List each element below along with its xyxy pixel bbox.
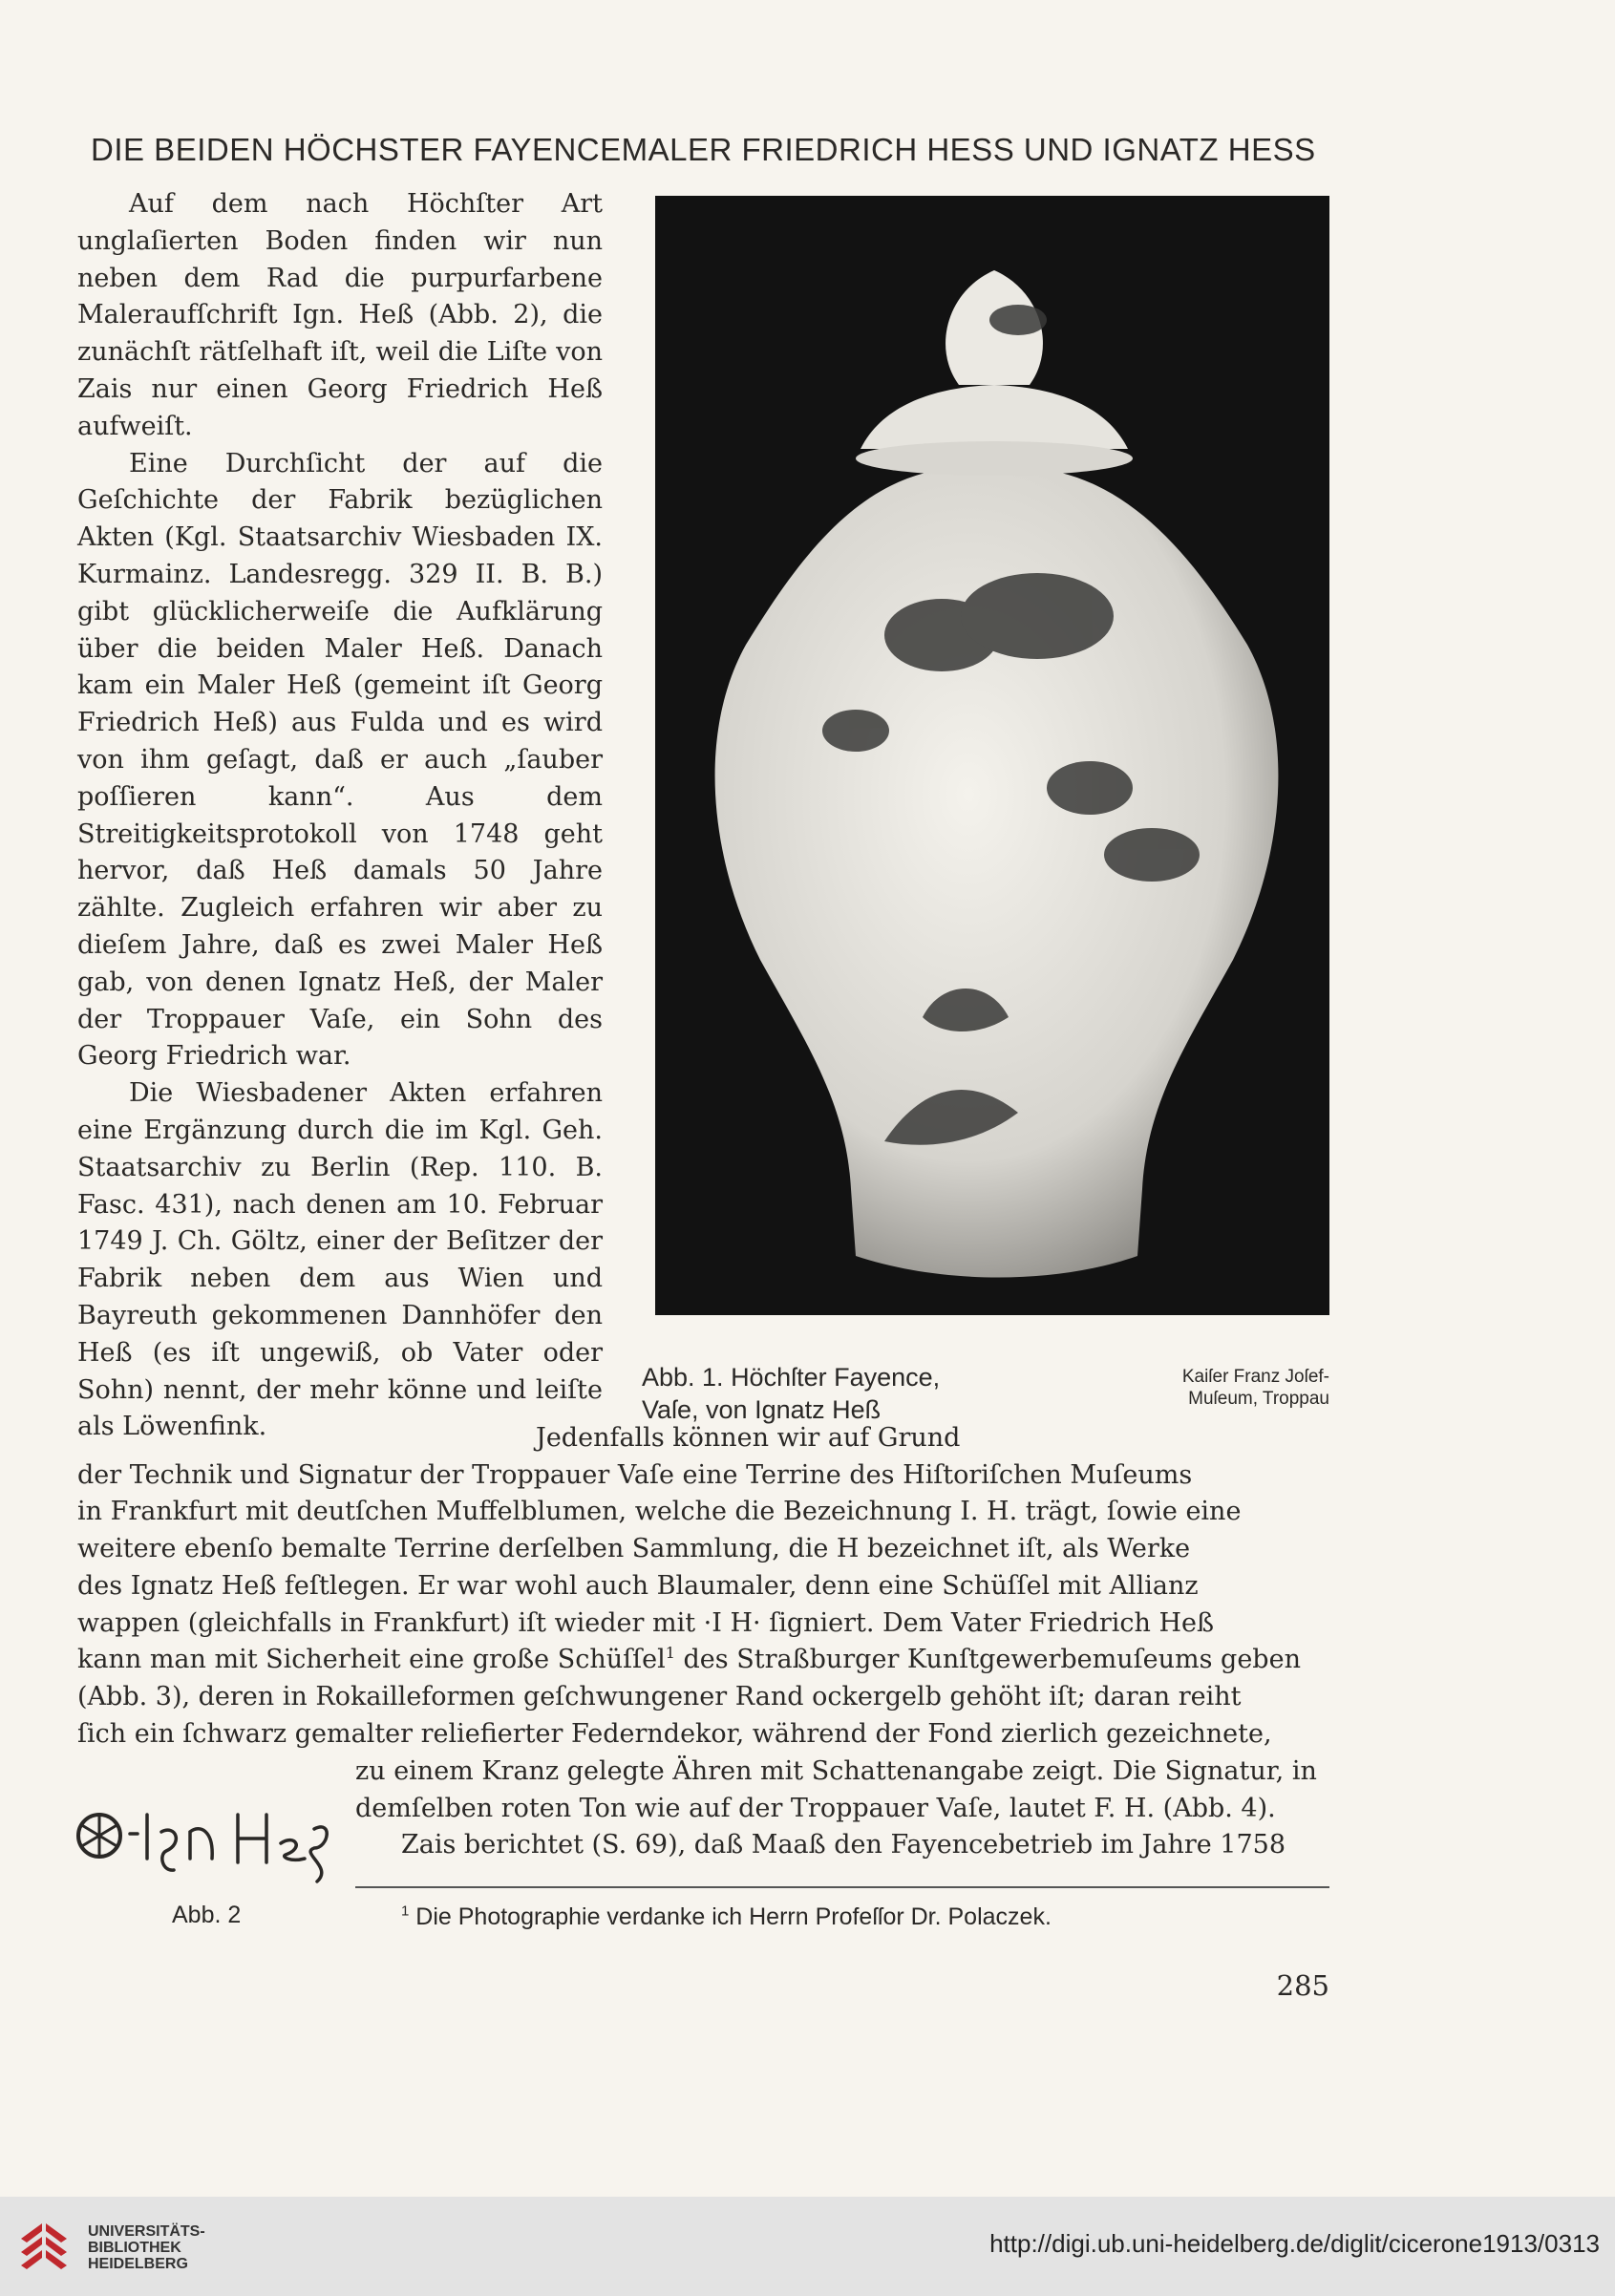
text-line: demſelben roten Ton wie auf der Troppauer Vaſe, lautet F. H. (Abb. 4). <box>355 1793 1276 1823</box>
library-name-line: BIBLIOTHEK <box>88 2240 181 2256</box>
paragraph-3: Die Wiesbadener Akten erfahren eine Ergänzung durch die im Kgl. Geh. Staatsarchiv zu Berlin (Rep. 110. B. Fasc. 431), nach denen am 10. Februar 1749 J. Ch. Göltz, einer der Beſitzer der Fabrik neben dem aus Wien und Bayreuth gekommenen Dannhöfer den Heß (es iſt ungewiß, ob Vater oder Sohn) nennt, der mehr könne und leiſte als Löwenfink. <box>77 1078 603 1442</box>
footnote <box>401 1903 1329 1931</box>
caption-line-2: Vaſe, von Ignatz Heß <box>642 1395 882 1424</box>
text-line: wappen (gleichfalls in Frankfurt) iſt wieder mit ·I H· ſigniert. Dem Vater Friedrich Heß <box>77 1607 1215 1638</box>
footnote-rule <box>355 1886 1329 1888</box>
vase-illustration <box>655 196 1329 1315</box>
footnote-ref: 1 <box>665 1644 675 1663</box>
vase-photograph <box>655 196 1329 1315</box>
text-line: ſich ein ſchwarz gemalter reliefierter Federndekor, während der Fond zierlich gezeichnete, <box>77 1718 1272 1749</box>
text-line: (Abb. 3), deren in Rokailleformen geſchwungener Rand ockergelb gehöht iſt; daran reiht <box>77 1681 1242 1711</box>
caption-line-1: Abb. 1. Höchſter Fayence, <box>642 1363 941 1392</box>
text-line-with-footnote <box>77 1642 1329 1679</box>
library-name <box>88 2223 205 2272</box>
text-beside-signature <box>355 1754 1329 1864</box>
footnote-marker: 1 <box>401 1903 410 1920</box>
text-line: in Frankfurt mit deutſchen Muffelblumen, welche die Bezeichnung I. H. trägt, ſowie eine <box>77 1497 1242 1527</box>
paragraph-1: Auf dem nach Höchſter Art unglaſierten Boden finden wir nun neben dem Rad die purpurfarbene Maleraufſchrift Ign. Heß (Abb. 2), die zunächſt rätſelhaft iſt, weil die Liſte von Zais nur einen Georg Friedrich Heß aufweiſt. <box>77 189 603 441</box>
figure-caption <box>642 1361 1062 1426</box>
digitization-footer <box>0 2197 1615 2296</box>
signature-caption: Abb. 2 <box>172 1902 242 1928</box>
left-column-text <box>77 186 603 1446</box>
credit-line-2: Muſeum, Troppau <box>1188 1389 1329 1409</box>
figure-credit <box>1062 1366 1329 1410</box>
text-fragment: des Straßburger Kunſtgewerbemuſeums geben <box>683 1645 1301 1675</box>
library-name-line: HEIDELBERG <box>88 2256 188 2272</box>
source-url-link[interactable]: http://digi.ub.uni-heidelberg.de/diglit/cicerone1913/0313 <box>989 2229 1600 2258</box>
handwritten-signature <box>71 1796 348 1891</box>
paragraph-2: Eine Durchſicht der auf die Geſchichte der Fabrik bezüglichen Akten (Kgl. Staatsarchiv Wiesbaden IX. Kurmainz. Landesregg. 329 II. B. B.) gibt glücklicherweiſe die Aufklärung über die beiden Maler Heß. Danach kam ein Maler Heß (gemeint iſt Georg Friedrich Heß) aus Fulda und es wird von ihm geſagt, daß er auch „ſauber poſſieren kann“. Aus dem Streitigkeitsprotokoll von 1748 geht hervor, daß Heß damals 50 Jahre zählte. Zugleich erfahren wir aber zu dieſem Jahre, daß es zwei Maler Heß gab, von denen Ignatz Heß, der Maler der Troppauer Vaſe, ein Sohn des Georg Friedrich war. <box>77 448 603 1072</box>
text-line: des Ignatz Heß feſtlegen. Er war wohl auch Blaumaler, denn eine Schüſſel mit Allianz <box>77 1570 1199 1601</box>
page-number: 285 <box>1276 1969 1329 2002</box>
text-fragment: kann man mit Sicherheit eine große Schüſſel <box>77 1645 666 1675</box>
text-line: der Technik und Signatur der Troppauer Vaſe eine Terrine des Hiſtoriſchen Muſeums <box>77 1459 1193 1490</box>
credit-line-1: Kaiſer Franz Joſef- <box>1181 1367 1329 1387</box>
signature-image <box>71 1796 348 1891</box>
text-line: weitere ebenſo bemalte Terrine derſelben Sammlung, die H bezeichnet iſt, als Werke <box>77 1534 1191 1564</box>
library-logo-icon <box>17 2220 71 2273</box>
text-line: Zais berichtet (S. 69), daß Maaß den Fayencebetrieb im Jahre 1758 <box>401 1830 1286 1860</box>
library-name-line: UNIVERSITÄTS- <box>88 2223 205 2240</box>
full-width-text <box>77 1420 1329 1753</box>
text-line: zu einem Kranz gelegte Ähren mit Schattenangabe zeigt. Die Signatur, in <box>355 1756 1317 1786</box>
footnote-text: Die Photographie verdanke ich Herrn Profeſſor Dr. Polaczek. <box>409 1903 1052 1930</box>
running-head: DIE BEIDEN HÖCHSTER FAYENCEMALER FRIEDRICH HESS UND IGNATZ HESS <box>91 132 1316 167</box>
text-line: Jedenfalls können wir auf Grund <box>536 1423 961 1453</box>
